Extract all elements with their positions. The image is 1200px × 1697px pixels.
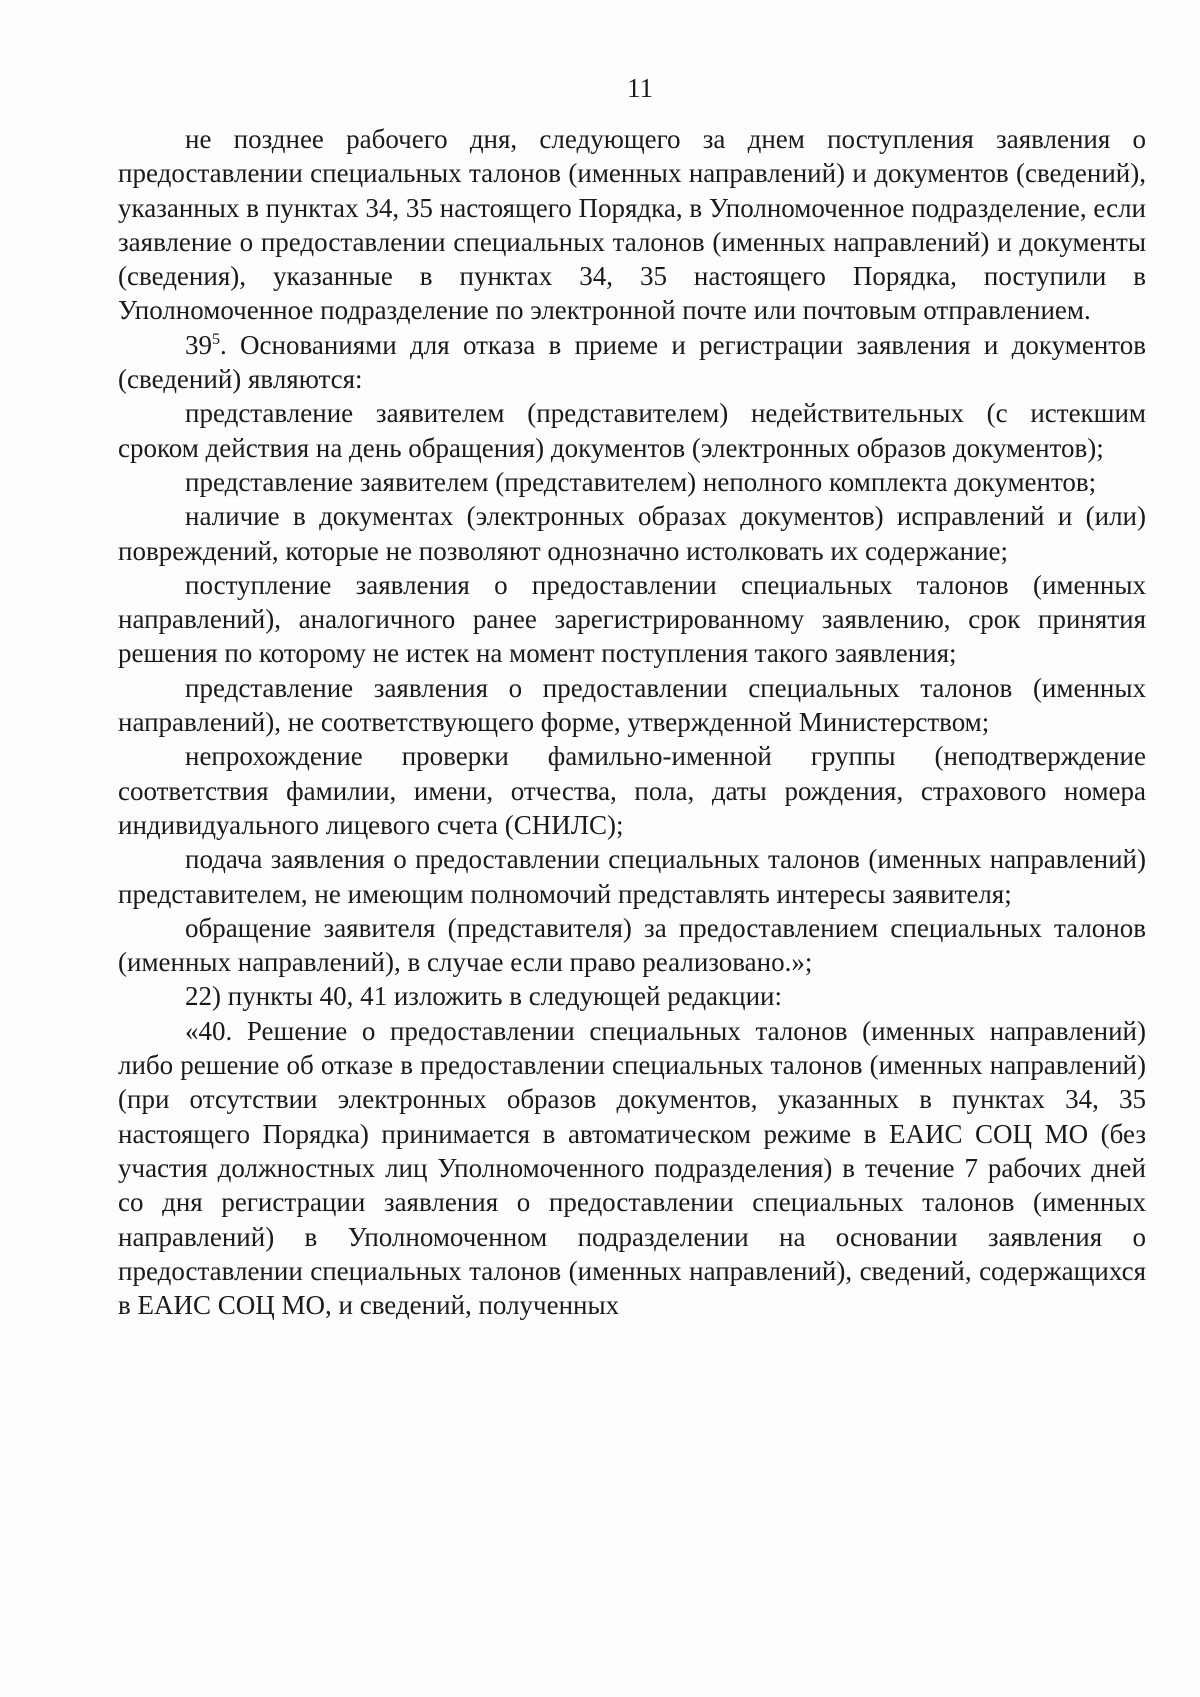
- paragraph: непрохождение проверки фамильно-именной группы (неподтверждение соответствия фамилии, имени, отчества, пола, даты рождения, страхового номера индивидуального лицевого счета (СНИЛС);: [118, 741, 1146, 840]
- clause-39-5: [118, 328, 1146, 397]
- paragraph: представление заявления о предоставлении специальных талонов (именных направлений), не соответствующего форме, утвержденной Министерством;: [118, 672, 1146, 738]
- paragraph: представление заявителем (представителем) недействительных (с истекшим сроком действия на день обращения) документов (электронных образов документов);: [118, 398, 1146, 463]
- clause-text: . Основаниями для отказа в приеме и регистрации заявления и документов (сведений) являются:: [118, 329, 1146, 395]
- paragraph: не позднее рабочего дня, следующего за днем поступления заявления о предоставлении специальных талонов (именных направлений) и документов (сведений), указанных в пунктах 34, 35 настоящего Порядка, в Уполномоченное подразделение, если заявление о предоставлении специальных талонов (именных направлений) и документы (сведения), указанные в пунктах 34, 35 настоящего Порядка, поступили в Уполномоченное подразделение по электронной почте или почтовым отправлением.: [118, 124, 1146, 326]
- paragraph: «40. Решение о предоставлении специальных талонов (именных направлений) либо решение об отказе в предоставлении специальных талонов (именных направлений) (при отсутствии электронных образов документов, указанных в пунктах 34, 35 настоящего Порядка) принимается в автоматическом режиме в ЕАИС СОЦ МО (без участия должностных лиц Уполномоченного подразделения) в течение 7 рабочих дней со дня регистрации заявления о предоставлении специальных талонов (именных направлений) в Уполномоченном подразделении на основании заявления о предоставлении специальных талонов (именных направлений), сведений, содержащихся в ЕАИС СОЦ МО, и сведений, полученных: [118, 1015, 1146, 1321]
- paragraph: поступление заявления о предоставлении специальных талонов (именных направлений), аналогичного ранее зарегистрированному заявлению, срок принятия решения по которому не истек на момент поступления такого заявления;: [118, 569, 1146, 669]
- document-body: [118, 122, 1146, 1322]
- paragraph: наличие в документах (электронных образах документов) исправлений и (или) повреждений, которые не позволяют однозначно истолковать их содержание;: [118, 501, 1146, 566]
- paragraph: 22) пункты 40, 41 изложить в следующей редакции:: [185, 981, 783, 1012]
- paragraph: подача заявления о предоставлении специальных талонов (именных направлений) представителем, не имеющим полномочий представлять интересы заявителя;: [118, 844, 1146, 909]
- page-number: 11: [627, 73, 653, 103]
- clause-number: 39: [185, 329, 212, 360]
- paragraph: представление заявителем (представителем) неполного комплекта документов;: [185, 466, 1097, 497]
- paragraph: обращение заявителя (представителя) за предоставлением специальных талонов (именных направлений), в случае если право реализовано.»;: [118, 912, 1146, 978]
- clause-superscript: 5: [212, 330, 220, 348]
